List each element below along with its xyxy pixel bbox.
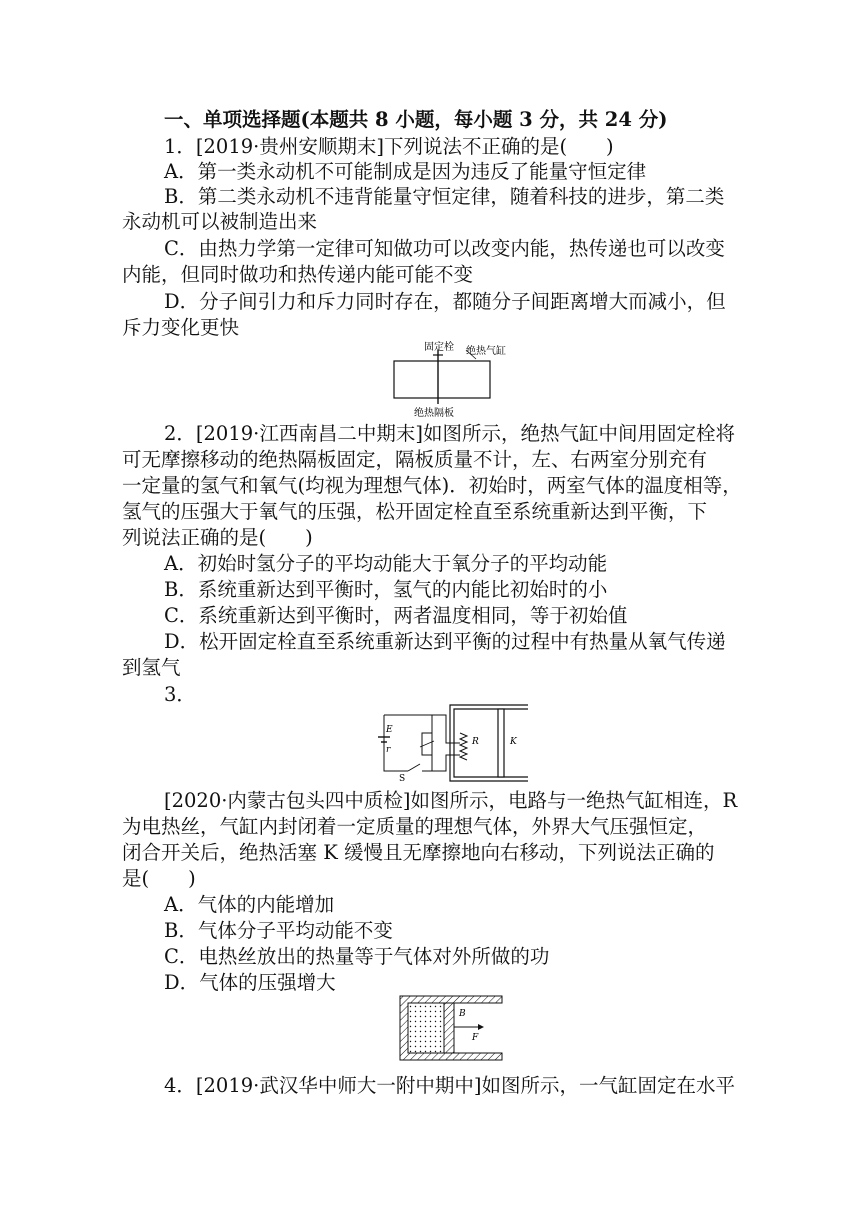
- q3-stem-line2: 为电热丝，气缸内封闭着一定质量的理想气体，外界大气压强恒定，: [122, 815, 708, 838]
- q2-stem-line2: 可无摩擦移动的绝热隔板固定，隔板质量不计，左、右两室分别充有: [122, 448, 708, 471]
- label-emf: E: [386, 725, 393, 735]
- figure-cylinder-piston: [398, 994, 508, 1064]
- q2-stem-line5: 列说法正确的是( ): [122, 526, 313, 549]
- label-piston-b: B: [459, 1009, 466, 1019]
- q2-option-d-line2: 到氢气: [122, 656, 181, 679]
- q3-option-b: B．气体分子平均动能不变: [164, 919, 393, 942]
- q1-option-c-line2: 内能，但同时做功和热传递内能可能不变: [122, 263, 474, 286]
- q1-option-c-line1: C．由热力学第一定律可知做功可以改变内能，热传递也可以改变: [164, 237, 725, 260]
- q3-number: 3．: [164, 683, 196, 706]
- q1-option-a: A．第一类永动机不可能制成是因为违反了能量守恒定律: [164, 160, 647, 183]
- label-force-f: F: [472, 1033, 479, 1043]
- q3-option-d: D．气体的压强增大: [164, 971, 336, 994]
- q3-stem-line3: 闭合开关后，绝热活塞 K 缓慢且无摩擦地向右移动，下列说法正确的: [122, 841, 715, 864]
- q2-option-c: C．系统重新达到平衡时，两者温度相同，等于初始值: [164, 604, 628, 627]
- label-switch: S: [399, 774, 406, 783]
- q1-option-d-line1: D．分子间引力和斥力同时存在，都随分子间距离增大而减小，但: [164, 290, 726, 313]
- label-insulated-cylinder: 绝热气缸: [466, 346, 506, 357]
- q2-stem-line4: 氢气的压强大于氧气的压强，松开固定栓直至系统重新达到平衡，下: [122, 500, 708, 523]
- label-heater: R: [472, 737, 479, 747]
- q3-stem-line1: [2020·内蒙古包头四中质检]如图所示，电路与一绝热气缸相连，R: [164, 789, 738, 812]
- q1-option-d-line2: 斥力变化更快: [122, 316, 240, 339]
- q1-option-b-line2: 永动机可以被制造出来: [122, 210, 318, 233]
- q2-option-b: B．系统重新达到平衡时，氢气的内能比初始时的小: [164, 578, 608, 601]
- q3-option-a: A．气体的内能增加: [164, 893, 335, 916]
- q1-option-b-line1: B．第二类永动机不违背能量守恒定律，随着科技的进步，第二类: [164, 185, 725, 208]
- q1-stem: 1．[2019·贵州安顺期末]下列说法不正确的是( ): [164, 135, 614, 158]
- label-insulated-plate: 绝热隔板: [414, 408, 454, 419]
- q2-stem-line1: 2．[2019·江西南昌二中期末]如图所示，绝热气缸中间用固定栓将: [164, 422, 735, 445]
- label-fixed-bolt: 固定栓: [424, 342, 454, 353]
- q3-option-c: C．电热丝放出的热量等于气体对外所做的功: [164, 945, 550, 968]
- q2-option-d-line1: D．松开固定栓直至系统重新达到平衡的过程中有热量从氧气传递: [164, 630, 726, 653]
- q4-stem-line1: 4．[2019·武汉华中师大一附中期中]如图所示，一气缸固定在水平: [164, 1074, 735, 1097]
- figure-heater-circuit: [372, 703, 537, 783]
- q3-stem-line4: 是( ): [122, 867, 196, 890]
- figure-insulated-cylinder: [386, 338, 536, 420]
- label-piston: K: [510, 737, 517, 747]
- q2-option-a: A．初始时氢分子的平均动能大于氧分子的平均动能: [164, 552, 608, 575]
- section-heading: 一、单项选择题(本题共 8 小题，每小题 3 分，共 24 分): [164, 108, 668, 131]
- label-internal-resistance: r: [386, 745, 391, 755]
- q2-stem-line3: 一定量的氢气和氧气(均视为理想气体)．初始时，两室气体的温度相等，: [122, 474, 742, 497]
